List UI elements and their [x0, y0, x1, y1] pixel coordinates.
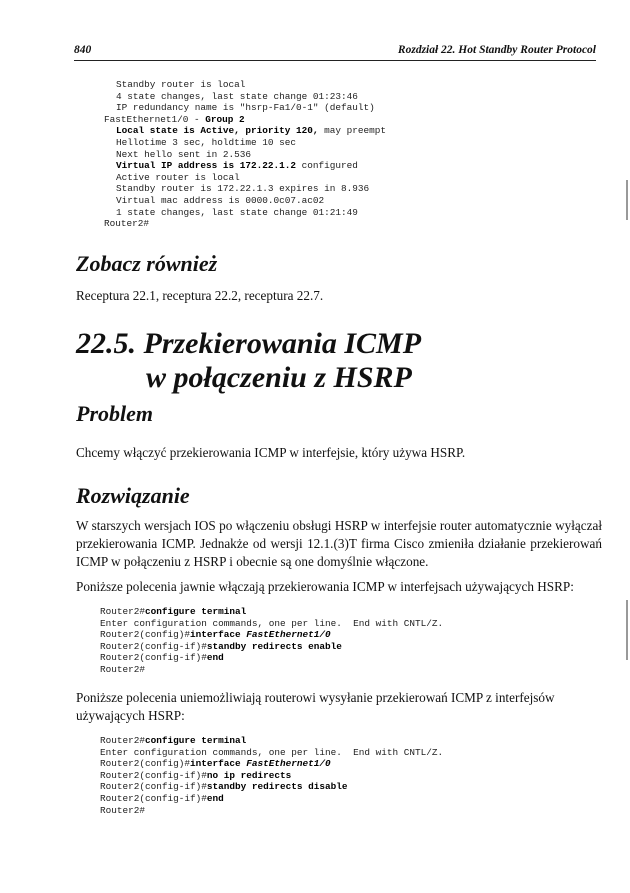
- solution-paragraph-1: W starszych wersjach IOS po włączeniu obsługi HSRP w interfejsie router automatycznie wyłączał przekierowania ICMP. Jednakże od wersji 12.1.(3)T firma Cisco zmieniła działanie przekierowań ICMP w połączeniu z HSRP i obecnie są one domyślnie włączone.: [76, 518, 602, 569]
- code-line: Router2#: [104, 218, 150, 230]
- code-line: Router2#: [100, 804, 146, 816]
- solution-paragraph-2: Poniższe polecenia jawnie włączają przekierowania ICMP w interfejsach używających HSRP:: [76, 579, 574, 594]
- code-line: Router2#: [100, 663, 146, 675]
- scan-edge-mark: [626, 600, 628, 660]
- section-title: [76, 327, 421, 395]
- problem-text: Chcemy włączyć przekierowania ICMP w interfejsie, który używa HSRP.: [76, 445, 466, 460]
- code-line: Hellotime 3 sec, holdtime 10 sec: [116, 136, 297, 148]
- section-title-line2: w połączeniu z HSRP: [146, 361, 412, 394]
- code-line: Router2#configure terminal: [100, 735, 247, 746]
- code-line: Router2(config-if)#end: [100, 792, 224, 804]
- code-line: 4 state changes, last state change 01:23:46: [116, 90, 358, 102]
- code-line: Local state is Active, priority 120, may preempt: [116, 125, 387, 137]
- solution-paragraph-3: Poniższe polecenia uniemożliwiają routerowi wysyłanie przekierowań ICMP z interfejsów używających HSRP:: [76, 690, 555, 723]
- code-line: Router2(config-if)#no ip redirects: [100, 769, 292, 781]
- solution-heading: Rozwiązanie: [76, 483, 190, 508]
- code-line: Standby router is 172.22.1.3 expires in 8.936: [116, 183, 370, 195]
- see-also-text: Receptura 22.1, receptura 22.2, receptura 22.7.: [76, 288, 324, 303]
- code-line: Router2(config-if)#end: [100, 652, 224, 664]
- problem-heading: Problem: [76, 401, 153, 426]
- code-line: Router2(config)#interface FastEthernet1/0: [100, 758, 331, 770]
- scan-edge-mark: [626, 180, 628, 220]
- code-line: Next hello sent in 2.536: [116, 148, 252, 160]
- see-also-heading: Zobacz również: [76, 251, 218, 276]
- code-line: IP redundancy name is "hsrp-Fa1/0-1" (default): [116, 102, 375, 114]
- code-line: Active router is local: [116, 171, 240, 183]
- code-line: FastEthernet1/0 - Group 2: [104, 113, 245, 125]
- code-line: Router2(config-if)#standby redirects enable: [100, 640, 342, 652]
- code-line: Enter configuration commands, one per line. End with CNTL/Z.: [100, 617, 444, 629]
- code-block-disable-redirects: [100, 735, 443, 816]
- code-line: Virtual IP address is 172.22.1.2 configured: [116, 160, 358, 172]
- running-header: [74, 42, 596, 61]
- code-line: Enter configuration commands, one per line. End with CNTL/Z.: [100, 746, 444, 758]
- code-block-hsrp-status: [104, 79, 386, 230]
- code-line: Standby router is local: [116, 79, 246, 90]
- code-line: Router2(config)#interface FastEthernet1/0: [100, 629, 331, 641]
- section-title-line1: 22.5. Przekierowania ICMP: [76, 327, 422, 360]
- code-line: Router2#configure terminal: [100, 606, 247, 617]
- code-line: 1 state changes, last state change 01:21:49: [116, 206, 358, 218]
- chapter-title: Rozdział 22. Hot Standby Router Protocol: [397, 44, 596, 56]
- code-block-enable-redirects: [100, 606, 443, 676]
- code-line: Virtual mac address is 0000.0c07.ac02: [116, 194, 325, 206]
- page-number: 840: [74, 44, 92, 56]
- code-line: Router2(config-if)#standby redirects disable: [100, 781, 348, 793]
